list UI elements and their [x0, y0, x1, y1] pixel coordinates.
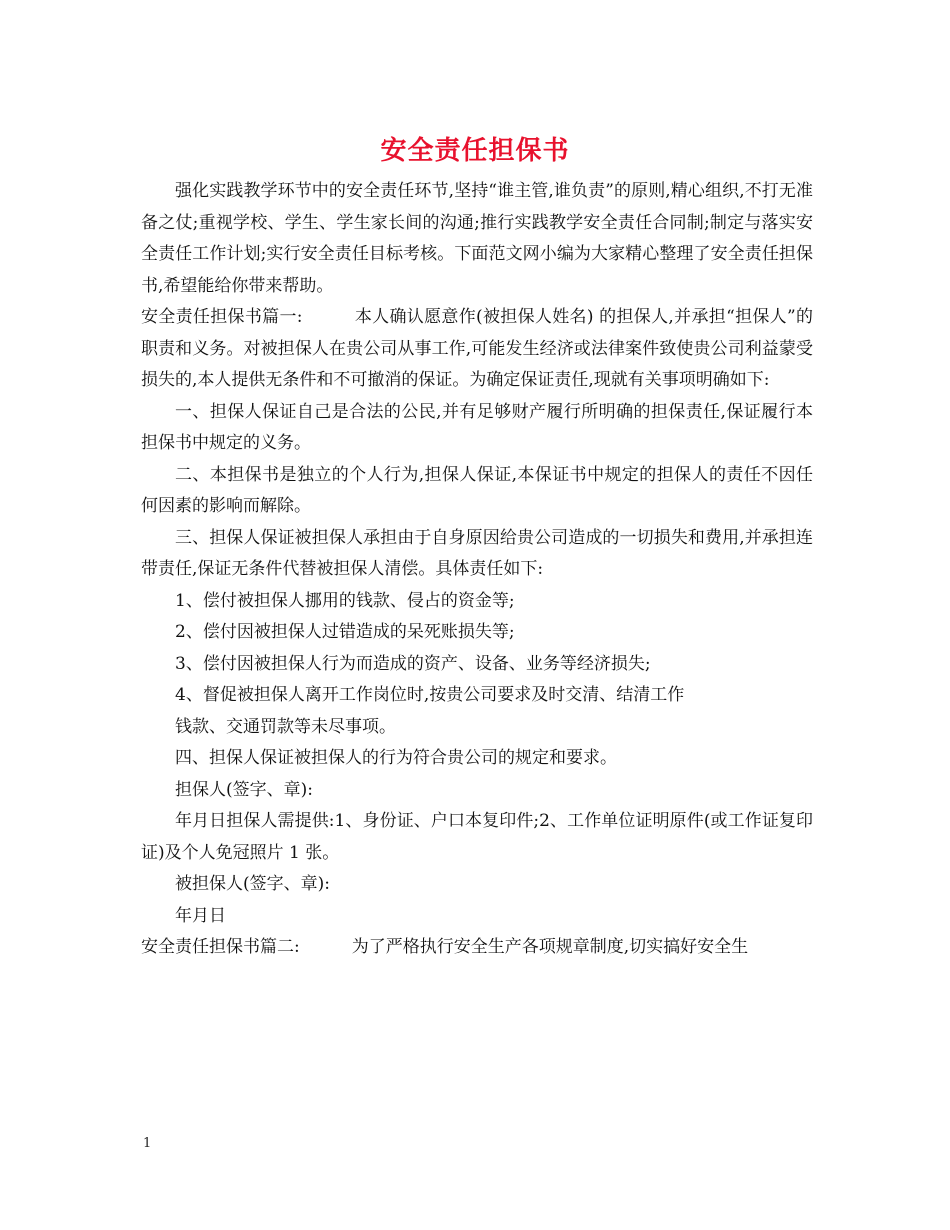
- clause-1: 一、担保人保证自己是合法的公民,并有足够财产履行所明确的担保责任,保证履行本担保书中规定的义务。: [141, 401, 813, 453]
- date-line: 年月日: [175, 905, 226, 926]
- page-number: 1: [143, 1136, 152, 1151]
- list-item-1: 1、偿付被担保人挪用的钱款、侵占的资金等;: [175, 590, 515, 611]
- document-body: [141, 176, 813, 964]
- clause-4: 四、担保人保证被担保人的行为符合贵公司的规定和要求。: [175, 748, 617, 768]
- list-item-4-line1: 4、督促被担保人离开工作岗位时,按贵公司要求及时交清、结清工作: [175, 685, 685, 705]
- list-item-3: 3、偿付因被担保人行为而造成的资产、设备、业务等经济损失;: [175, 653, 651, 674]
- guarantor-signature-line: 担保人(签字、章):: [175, 779, 313, 800]
- intro-paragraph: 强化实践教学环节中的安全责任环节,坚持“谁主管,谁负责”的原则,精心组织,不打无准备之仗;重视学校、学生、学生家长间的沟通;推行实践教学安全责任合同制;制定与落实安全责任工作计划;实行安全责任目标考核。下面范文网小编为大家精心整理了安全责任担保书,希望能给你带来帮助。: [141, 181, 813, 296]
- clause-2: 二、本担保书是独立的个人行为,担保人保证,本保证书中规定的担保人的责任不因任何因素的影响而解除。: [141, 464, 813, 516]
- list-item-2: 2、偿付因被担保人过错造成的呆死账损失等;: [175, 622, 515, 642]
- part2-label: 安全责任担保书篇二:: [141, 937, 300, 957]
- list-item-4-line2: 钱款、交通罚款等未尽事项。: [175, 716, 396, 737]
- requirements-paragraph: 年月日担保人需提供:1、身份证、户口本复印件;2、工作单位证明原件(或工作证复印证)及个人免冠照片 1 张。: [141, 811, 813, 863]
- part2-paragraph: [141, 932, 813, 964]
- part1-label: 安全责任担保书篇一:: [141, 307, 303, 327]
- part1-paragraph: [141, 302, 813, 397]
- part2-text: 为了严格执行安全生产各项规章制度,切实搞好安全生: [351, 937, 749, 957]
- guaranteed-signature-line: 被担保人(签字、章):: [175, 874, 330, 894]
- part1-text: 本人确认愿意作(被担保人姓名) 的担保人,并承担“担保人”的职责和义务。对被担保人在贵公司从事工作,可能发生经济或法律案件致使贵公司利益蒙受损失的,本人提供无条件和不可撤消的保证。为确定保证责任,现就有关事项明确如下:: [141, 307, 813, 390]
- clause-3: 三、担保人保证被担保人承担由于自身原因给贵公司造成的一切损失和费用,并承担连带责任,保证无条件代替被担保人清偿。具体责任如下:: [141, 527, 813, 579]
- document-title: 安全责任担保书: [380, 136, 570, 166]
